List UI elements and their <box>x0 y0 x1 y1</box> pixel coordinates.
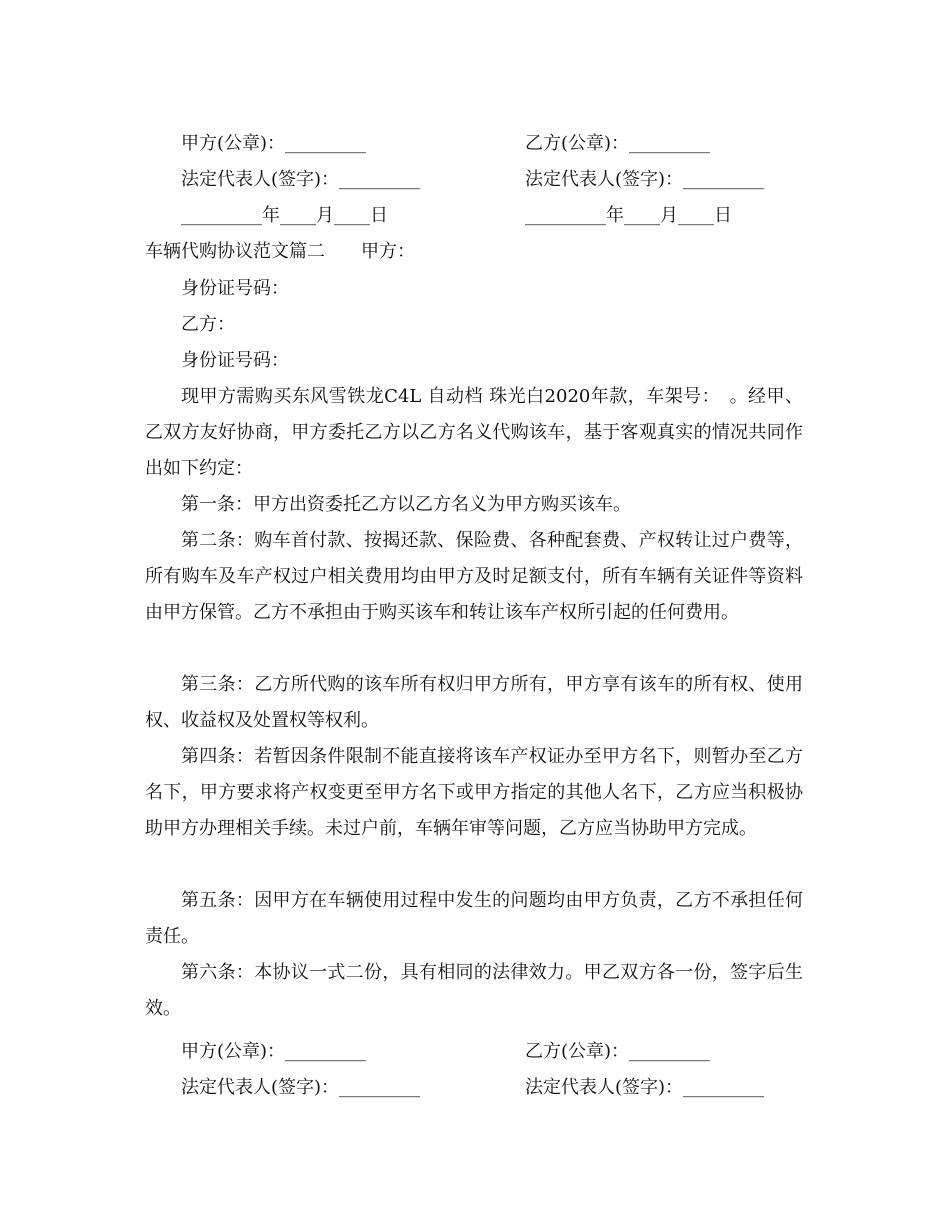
party-b-date-line: _________年____月____日 <box>525 205 732 226</box>
party-b-representative-line: 法定代表人(签字)：_________ <box>525 169 765 190</box>
party-b-seal-line-bottom: 乙方(公章)：_________ <box>525 1041 711 1062</box>
article-4: 第四条：若暂因条件限制不能直接将该车产权证办至甲方名下，则暂办至乙方名下，甲方要求将产权变更至甲方名下或甲方指定的其他人名下，乙方应当积极协助甲方办理相关手续。未过户前，车辆年审等问题，乙方应当协助甲方完成。 <box>145 746 803 839</box>
article-3: 第三条：乙方所代购的该车所有权归甲方所有，甲方享有该车的所有权、使用权、收益权及处置权等权利。 <box>145 674 803 731</box>
party-b-seal-line: 乙方(公章)：_________ <box>525 133 711 154</box>
party-a-seal-line-bottom: 甲方(公章)：_________ <box>181 1041 367 1062</box>
section-heading: 车辆代购协议范文篇二 甲方： <box>145 241 415 262</box>
party-b-representative-line-bottom: 法定代表人(签字)：_________ <box>525 1077 765 1098</box>
party-a-seal-line: 甲方(公章)：_________ <box>181 133 367 154</box>
party-a-id-label: 身份证号码： <box>181 278 289 299</box>
article-5: 第五条：因甲方在车辆使用过程中发生的问题均由甲方负责，乙方不承担任何责任。 <box>145 890 803 947</box>
article-6: 第六条：本协议一式二份，具有相同的法律效力。甲乙双方各一份，签字后生效。 <box>145 962 803 1019</box>
party-a-representative-line-bottom: 法定代表人(签字)：_________ <box>181 1077 421 1098</box>
preamble-paragraph: 现甲方需购买东风雪铁龙C4L 自动档 珠光白2020年款，车架号： 。经甲、乙双方友好协商，甲方委托乙方以乙方名义代购该车，基于客观真实的情况共同作出如下约定： <box>145 386 803 479</box>
article-1: 第一条：甲方出资委托乙方以乙方名义为甲方购买该车。 <box>181 494 631 515</box>
party-a-date-line: _________年____月____日 <box>181 205 388 226</box>
article-2: 第二条：购车首付款、按揭还款、保险费、各种配套费、产权转让过户费等，所有购车及车产权过户相关费用均由甲方及时足额支付，所有车辆有关证件等资料由甲方保管。乙方不承担由于购买该车和转让该车产权所引起的任何费用。 <box>145 530 803 623</box>
party-a-representative-line: 法定代表人(签字)：_________ <box>181 169 421 190</box>
party-b-id-label: 身份证号码： <box>181 350 289 371</box>
party-b-label: 乙方： <box>181 314 235 335</box>
